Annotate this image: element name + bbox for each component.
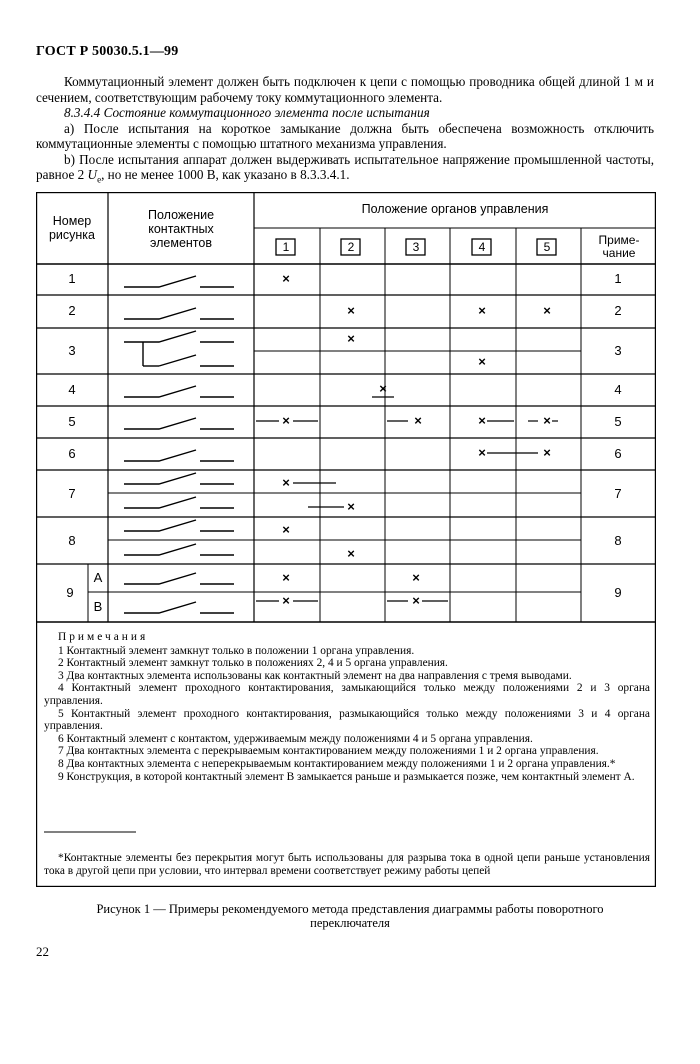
note-item: 3 Два контактных элемента использованы как контактный элемент на два направления с тремя выводами. <box>58 669 572 682</box>
closed-mark: × <box>543 413 551 428</box>
note-item: 1 Контактный элемент замкнут только в положении 1 органа управления. <box>58 644 415 657</box>
row-number: 5 <box>68 414 76 429</box>
row-note: 7 <box>614 486 622 501</box>
row-note: 9 <box>614 585 622 600</box>
closed-mark: × <box>543 445 551 460</box>
row-sub-label-b: B <box>93 599 103 614</box>
row-note: 8 <box>614 533 622 548</box>
closed-mark: × <box>282 413 290 428</box>
note-item: 5 Контактный элемент проходного контактирования, размыкающийся только между положениями 3 и 4 органа управления. <box>44 707 650 733</box>
figure-caption: Рисунок 1 — Примеры рекомендуемого метода представления диаграммы работы поворотного переключателя <box>96 902 604 930</box>
note-item: 7 Два контактных элемента с перекрываемым контактированием между положениями 1 и 2 органа управления. <box>58 745 599 758</box>
closed-mark: × <box>282 570 290 585</box>
row-number: 3 <box>68 343 76 358</box>
row-number: 7 <box>68 486 76 501</box>
closed-mark: × <box>282 593 290 608</box>
closed-mark: × <box>478 445 486 460</box>
closed-mark: × <box>347 303 355 318</box>
row-number: 9 <box>66 585 74 600</box>
footnote <box>44 852 650 878</box>
closed-mark: × <box>282 475 290 490</box>
body-text <box>36 74 654 188</box>
paragraph-a: a) После испытания на короткое замыкание должна быть обеспечена возможность отключить коммутационные элементы с помощью штатного механизма управления. <box>36 120 654 151</box>
figure-notes <box>44 631 650 783</box>
row-note: 2 <box>614 303 622 318</box>
paragraph-b: b) После испытания аппарат должен выдерживать испытательное напряжение промышленной частоты, равное 2 $U_e$, но не менее 1000 В, как указано в 8.3.3.4.1. <box>36 151 654 185</box>
position-label-5: 5 <box>543 240 551 254</box>
row-number: 1 <box>68 271 76 286</box>
row-note: 3 <box>614 343 622 358</box>
closed-mark: × <box>347 331 355 346</box>
closed-mark: × <box>543 303 551 318</box>
closed-mark: × <box>347 499 355 514</box>
closed-mark: × <box>379 381 387 396</box>
closed-mark: × <box>412 593 420 608</box>
note-item: 4 Контактный элемент проходного контактирования, замыкающийся только между положениями 2 и 3 органа управления. <box>44 682 650 707</box>
note-item: 8 Два контактных элемента с неперекрываемым контактированием между положениями 1 и 2 органа управления.* <box>58 757 616 770</box>
closed-mark: × <box>282 271 290 286</box>
row-number: 8 <box>68 533 76 548</box>
col-header-note: Приме-чание <box>598 233 640 260</box>
contact-symbols <box>124 276 234 613</box>
row-sub-label-a: A <box>93 570 103 585</box>
col-header-figure-number: Номер рисунка <box>48 214 96 242</box>
row-note: 6 <box>614 446 622 461</box>
row-number: 2 <box>68 303 76 318</box>
position-label-4: 4 <box>478 240 486 254</box>
document-header: ГОСТ Р 50030.5.1—99 <box>36 44 179 59</box>
footnote-text: *Контактные элементы без перекрытия могут быть использованы для разрыва тока в одной цепи раньше установления тока в другой цепи при условии, что интервал времени соответствует режиму работы цепей <box>44 852 650 877</box>
section-heading: 8.3.4.4 Состояние коммутационного элемента после испытания <box>64 105 430 120</box>
closed-mark: × <box>412 570 420 585</box>
closed-mark: × <box>414 413 422 428</box>
position-label-2: 2 <box>347 240 355 254</box>
closed-mark: × <box>478 303 486 318</box>
notes-title: Примечания <box>58 631 149 643</box>
row-number: 4 <box>68 382 76 397</box>
row-number: 6 <box>68 446 76 461</box>
page-number: 22 <box>36 944 49 959</box>
closed-mark: × <box>282 522 290 537</box>
note-item: 2 Контактный элемент замкнут только в положениях 2, 4 и 5 органа управления. <box>58 657 448 670</box>
col-header-contact-position: Положение контактных элементов <box>147 208 215 250</box>
row-note: 5 <box>614 414 622 429</box>
closed-mark: × <box>347 546 355 561</box>
closed-mark: × <box>478 354 486 369</box>
row-note: 4 <box>614 382 622 397</box>
note-item: 6 Контактный элемент с контактом, удерживаемым между положениями 4 и 5 органа управления. <box>58 732 533 745</box>
position-label-3: 3 <box>412 240 420 254</box>
col-header-control-position: Положение органов управления <box>361 202 549 216</box>
closed-mark: × <box>478 413 486 428</box>
note-item: 9 Конструкция, в которой контактный элемент В замыкается раньше и размыкается позже, чем контактный элемент А. <box>58 770 635 783</box>
row-note: 1 <box>614 271 622 286</box>
position-label-1: 1 <box>282 240 290 254</box>
paragraph-1: Коммутационный элемент должен быть подключен к цепи с помощью проводника общей длиной 1 м и сечением, соответствующим рабочему току коммутационного элемента. <box>36 74 654 105</box>
